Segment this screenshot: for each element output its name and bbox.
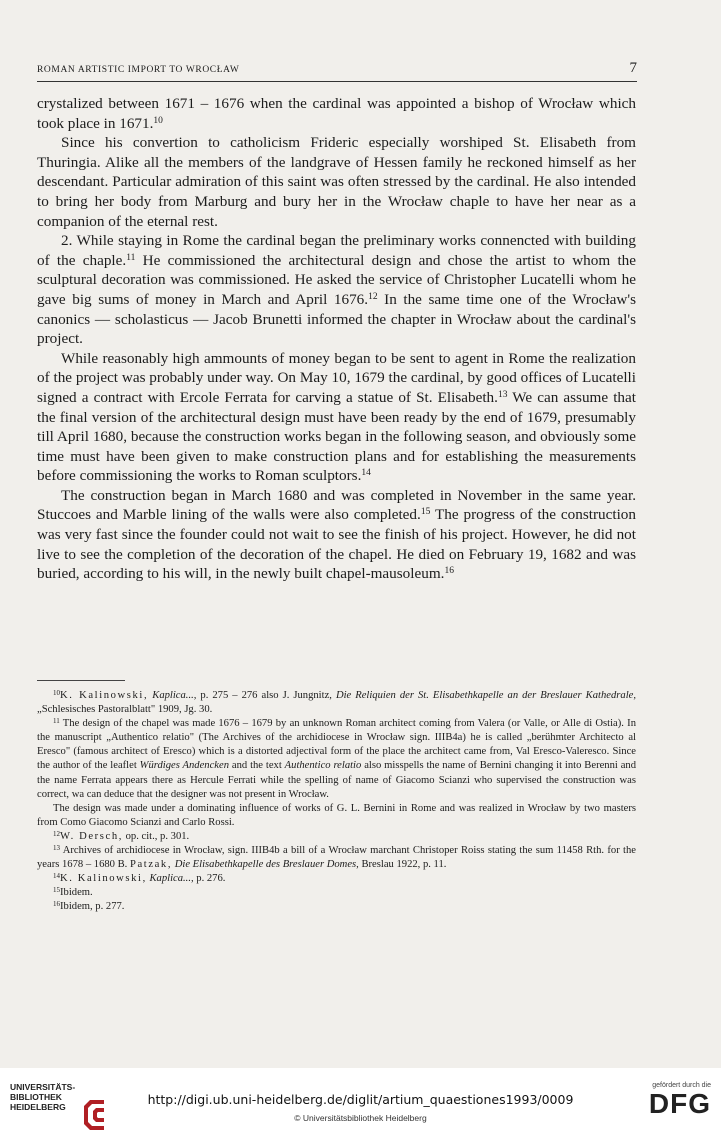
footnote-16 <box>37 900 636 914</box>
footnote-text: „Schlesisches Pastoralblatt" 1909, Jg. 30. <box>37 704 213 716</box>
paragraph-2: Since his convertion to catholicism Frideric especially worshiped St. Elisabeth from Thuringia. Alike all the members of the landgrave of Hessen family he reckoned himself as her descendant. Particular admiration of this saint was often stressed by the cardinal. He also intended to bring her body from Marburg and bury her in the Wrocław chaple to have her near as a companion of the eternal rest. <box>37 134 636 230</box>
dfg-logo[interactable] <box>641 1082 711 1126</box>
footnote-text: The design of the chapel was made 1676 – 1679 by an unknown Roman architect coming from Valera (or Valle, or Alle di Ostia). In the manuscript „Authentico relatio" (The Archives of the archidiocese in Wrocław sign. IIIB4a) he is called „berühmter Architecto al Eresco" (famous architect of Eresco) which is a distorted adjectival form of the place the architect came from, Val Eresco-Valeresco. Since the author of the leaflet <box>37 718 636 772</box>
paragraph-1 <box>37 94 636 133</box>
footnote-rule <box>37 680 125 681</box>
footnote-number: 15 <box>53 886 60 895</box>
footnote-ref-15: 15 <box>420 507 431 518</box>
paragraph-5-text-b: The progress of the construction was very fast since the founder could not wait to see the finish of his project. However, he did not live to see the completion of the decoration of the chapel. He died on February 19, 1682 and was buried, according to his will, in the newly built chapel-mausoleum. <box>37 506 636 583</box>
footnote-title: Würdiges Andencken <box>139 760 230 772</box>
page-number: 7 <box>629 60 637 76</box>
footnote-10 <box>37 689 636 717</box>
footnote-title: Kaplica..., <box>152 690 197 701</box>
footnote-14 <box>37 872 636 886</box>
footnote-text: and the text <box>229 760 285 772</box>
footnote-text: Breslau 1922, p. 11. <box>358 859 447 871</box>
footnote-ref-13: 13 <box>497 389 508 400</box>
footnote-author: W. Dersch, <box>60 830 123 842</box>
footnotes <box>37 689 636 915</box>
footnote-title: Die Elisabethkapelle des Breslauer Domes, <box>172 859 359 871</box>
footnote-text: Archives of archidiocese in Wrocław, sign. IIIB4b a bill of a Wrocław marchant Christoper Roiss stating the sum 11458 Rth. for the years 1678 – 1680 B. <box>37 845 636 871</box>
footnote-number: 16 <box>53 900 60 909</box>
paragraph-1-text: crystalized between 1671 – 1676 when the cardinal was appointed a bishop of Wrocław which took place in 1671. <box>37 95 636 132</box>
footnote-number: 12 <box>53 829 60 838</box>
footnote-text: also misspells the name of Bernini changing it into Berenni and the name Ferrata appears there as Hercule Ferrati while the spelling of name of Giacomo Scianzi who supervised the construction was correct, wa can deduce that the designer was not present in Wrocław. <box>37 760 637 800</box>
footnote-text: op. cit., p. 301. <box>122 830 190 842</box>
footnote-number: 13 <box>53 844 60 853</box>
footnote-number: 10 <box>53 689 60 697</box>
running-head: ROMAN ARTISTIC IMPORT TO WROCŁAW <box>37 65 240 75</box>
paragraph-4-text-a: While reasonably high ammounts of money began to be sent to agent in Rome the realization of the project was probably under way. On May 10, 1679 the cardinal, by good offices of Lucatelli signed a contract with Ercole Ferrata for carving a statue of St. Elisabeth. <box>37 349 636 406</box>
footnote-ref-14: 14 <box>361 468 371 479</box>
dfg-wordmark: DFG <box>648 1088 711 1119</box>
page-header <box>37 62 637 78</box>
footnote-11-continued: The design was made under a dominating influence of works of G. L. Bernini in Rome and was realized in Wrocław by two masters from Como Giacomo Scianzi and Carlo Rossi. <box>37 802 636 828</box>
paragraph-4 <box>37 349 636 486</box>
footnote-text: Ibidem. <box>60 887 93 899</box>
paragraph-5 <box>37 486 636 584</box>
uni-logo-line: UNIVERSITÄTS- <box>10 1082 76 1092</box>
digitization-footer <box>0 1068 721 1132</box>
header-rule <box>37 81 637 82</box>
copyright-notice: © Universitätsbibliothek Heidelberg <box>294 1113 427 1123</box>
footnote-number: 14 <box>53 872 60 881</box>
footnote-ref-10: 10 <box>153 115 163 126</box>
body-text <box>37 94 636 584</box>
uni-logo-line: BIBLIOTHEK <box>10 1092 62 1102</box>
footnote-author: K. Kalinowski, <box>60 873 147 885</box>
footnote-title: Authentico relatio <box>284 760 362 772</box>
paragraph-3-text-c: In the same time one of the Wrocław's canonics — scholasticus — Jacob Brunetti informed the chapter in Wrocław about the cardinal's project. <box>37 290 636 348</box>
paragraph-4-text-b: We can assume that the final version of the architectural design must have been ready by the end of 1679, presumably till April 1680, because the construction works began in the following season, and obviously some time must have been given to make construction plans and for establishing the measurements before commissioning the works to Roman sculptors. <box>37 388 636 485</box>
permalink-url[interactable]: http://digi.ub.uni-heidelberg.de/diglit/artium_quaestiones1993/0009 <box>147 1092 574 1107</box>
footnote-15 <box>37 886 636 900</box>
footnote-author: Patzak, <box>129 859 173 871</box>
footnote-text: Ibidem, p. 277. <box>60 901 125 913</box>
paragraph-3 <box>37 231 636 349</box>
footnote-ref-16: 16 <box>444 566 454 577</box>
paragraph-3-text-b: He commissioned the architectural design and chose the artist to whom the sculptural decoration was commissioned. He asked the service of Christopher Lucatelli whom he gave big sums of money in March and April 1676. <box>37 251 637 308</box>
footnote-12 <box>37 830 636 844</box>
footnote-number: 11 <box>53 717 60 726</box>
footnote-text: p. 276. <box>193 873 226 885</box>
paragraph-5-text-a: The construction began in March 1680 and was completed in November in the same year. Stuccoes and Marble lining of the walls were also completed. <box>37 486 636 524</box>
footnote-author: K. Kalinowski, <box>60 690 149 701</box>
footnote-ref-11: 11 <box>126 252 136 263</box>
footnote-title: Kaplica..., <box>146 873 194 885</box>
footnote-title: Die Reliquien der St. Elisabethkapelle an der Breslauer Kathedrale, <box>335 690 636 701</box>
footnote-text: p. 275 – 276 also J. Jungnitz, <box>196 690 336 701</box>
dfg-caption: gefördert durch die <box>652 1082 711 1089</box>
footnote-13 <box>37 844 636 872</box>
paragraph-3-text-a: 2. While staying in Rome the cardinal began the preliminary works connencted with building of the chaple. <box>37 232 636 269</box>
footnote-11 <box>37 717 636 802</box>
uni-logo-line: HEIDELBERG <box>10 1102 66 1112</box>
footnote-ref-12: 12 <box>368 291 378 302</box>
